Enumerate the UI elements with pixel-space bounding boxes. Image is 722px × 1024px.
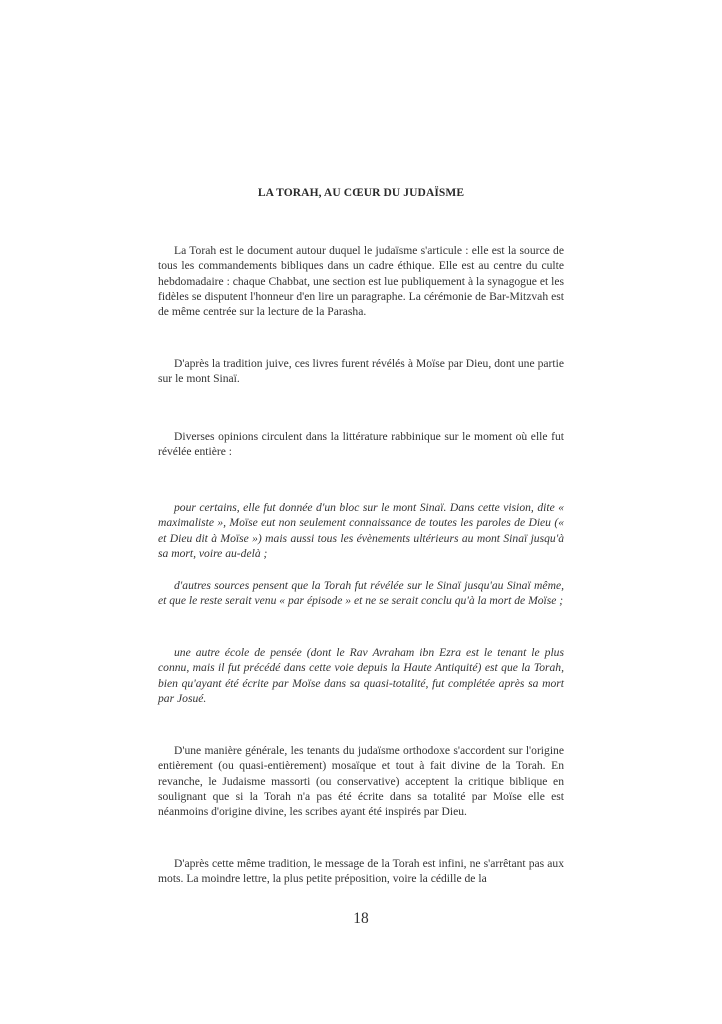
paragraph-episodic-view: d'autres sources pensent que la Torah fut révélée sur le Sinaï jusqu'au Sinaï même, et que le reste serait venu « par épisode » et ne se serait conclu qu'à la mort de Moïse ; <box>158 579 564 608</box>
chapter-title: LA TORAH, AU CŒUR DU JUDAÏSME <box>257 187 465 199</box>
paragraph-opinions: Diverses opinions circulent dans la littérature rabbinique sur le moment où elle fut révélée entière : <box>158 430 564 459</box>
paragraph-orthodox-massorti: D'une manière générale, les tenants du judaïsme orthodoxe s'accordent sur l'origine entièrement (ou quasi-entièrement) mosaïque et tout à fait divine de la Torah. En revanche, le Judaisme massorti (ou conservative) acceptent la critique biblique en soulignant que si la Torah n'a pas été écrite dans sa totalité par Moïse elle est néanmoins d'origine divine, les scribes ayant été inspirés par Dieu. <box>158 744 564 819</box>
paragraph-infinite-message: D'après cette même tradition, le message de la Torah est infini, ne s'arrêtant pas aux mots. La moindre lettre, la plus petite préposition, voire la cédille de la <box>158 857 564 886</box>
paragraph-revelation: D'après la tradition juive, ces livres furent révélés à Moïse par Dieu, dont une partie sur le mont Sinaï. <box>158 357 564 386</box>
paragraph-ibn-ezra-view: une autre école de pensée (dont le Rav Avraham ibn Ezra est le tenant le plus connu, mais il fut précédé dans cette voie depuis la Haute Antiquité) est que la Torah, bien qu'ayant été écrite par Moïse dans sa quasi-totalité, fut complétée après sa mort par Josué. <box>158 646 564 705</box>
paragraph-torah-definition: La Torah est le document autour duquel le judaïsme s'articule : elle est la source de tous les commandements bibliques dans un cadre éthique. Elle est au centre du culte hebdomadaire : chaque Chabbat, une section est lue publiquement à la synagogue et les fidèles se disputent l'honneur d'en lire un paragraphe. La cérémonie de Bar-Mitzvah est de même centrée sur la lecture de la Parasha. <box>158 244 564 319</box>
paragraph-maximalist-view: pour certains, elle fut donnée d'un bloc sur le mont Sinaï. Dans cette vision, dite « maximaliste », Moïse eut non seulement connaissance de toutes les paroles de Dieu (« et Dieu dit à Moïse ») mais aussi tous les évènements ultérieurs au mont Sinaï jusqu'à sa mort, voire au-delà ; <box>158 501 564 560</box>
page-number: 18 <box>353 910 369 927</box>
